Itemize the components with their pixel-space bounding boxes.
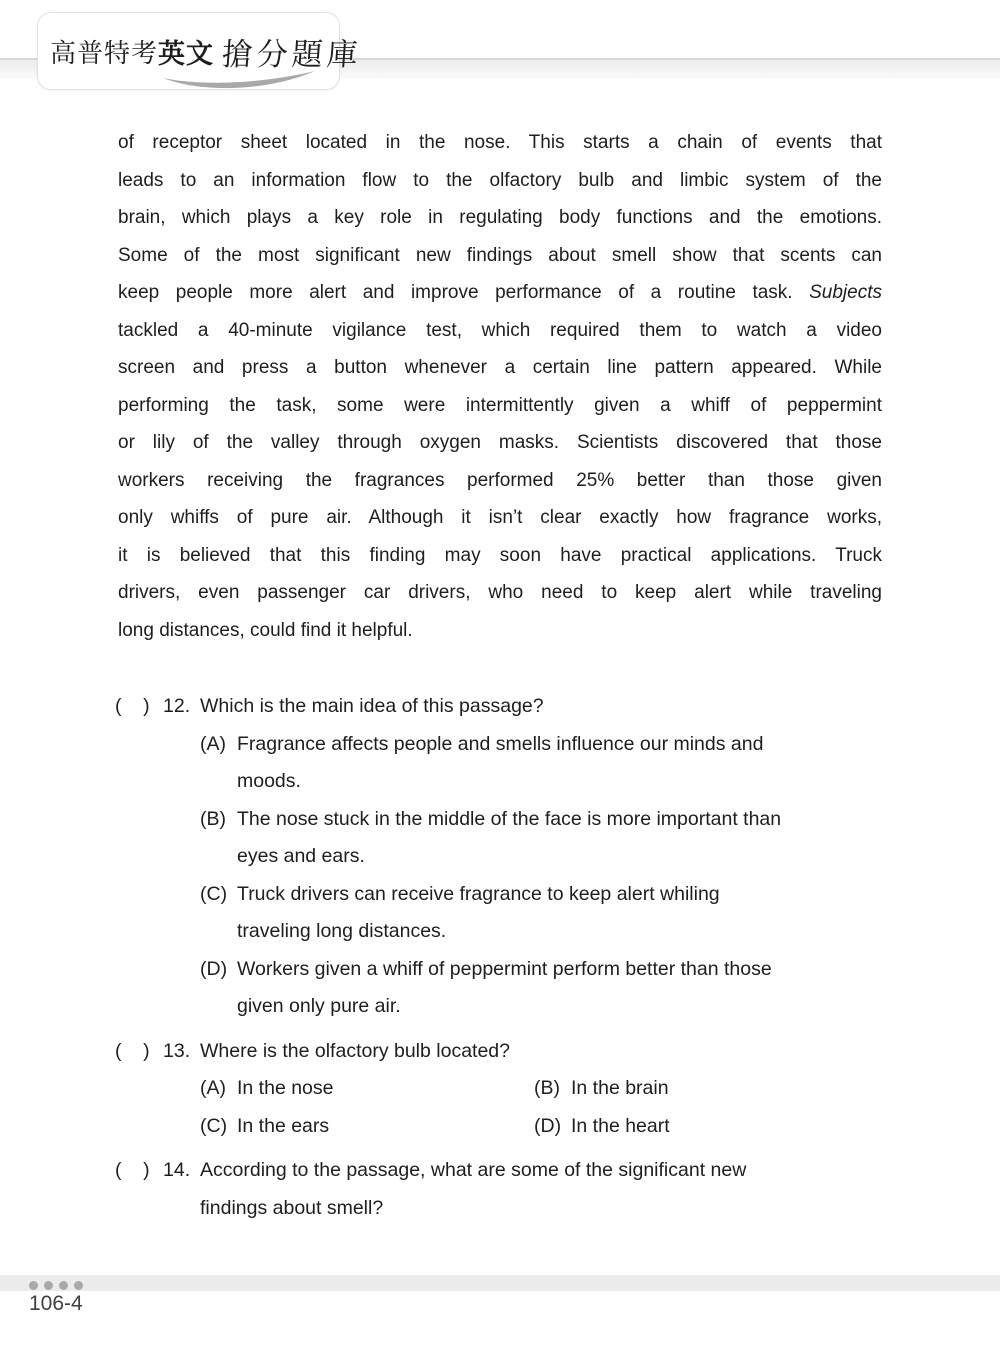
passage-line: leads to an information flow to the olfactory bulb and limbic system of the bbox=[118, 169, 882, 191]
passage-line: long distances, could find it helpful. bbox=[118, 619, 413, 641]
passage-line: only whiffs of pure air. Although it isn’t clear exactly how fragrance works, bbox=[118, 507, 882, 528]
option-text: Truck drivers can receive fragrance to keep alert whiling bbox=[237, 882, 720, 905]
question-number: 13. bbox=[163, 1039, 191, 1062]
option-d bbox=[534, 1108, 885, 1146]
option-d bbox=[115, 951, 885, 989]
option-text: The nose stuck in the middle of the face is more important than bbox=[237, 807, 782, 830]
option-label: (A) bbox=[200, 732, 226, 755]
series-title-prefix: 高普特考 bbox=[50, 37, 159, 68]
option-label: (B) bbox=[534, 1077, 560, 1099]
passage-line-text: keep people more alert and improve performance of a routine task. bbox=[118, 282, 810, 303]
option-label: (B) bbox=[200, 807, 226, 830]
question-text: According to the passage, what are some of the significant new bbox=[200, 1159, 747, 1181]
passage-line: it is believed that this finding may soon have practical applications. Truck bbox=[118, 544, 882, 566]
swoosh-icon bbox=[160, 69, 318, 95]
passage-line: performing the task, some were intermittently given a whiff of peppermint bbox=[118, 394, 882, 416]
answer-paren-placeholder: ( ) bbox=[115, 1159, 150, 1181]
passage-line: Some of the most significant new findings about smell show that scents can bbox=[118, 244, 882, 266]
option-c bbox=[115, 876, 885, 914]
option-d-continuation: given only pure air. bbox=[237, 995, 401, 1017]
reading-passage bbox=[118, 124, 882, 649]
option-c-continuation: traveling long distances. bbox=[237, 920, 447, 942]
passage-line: workers receiving the fragrances performed 25% better than those given bbox=[118, 469, 882, 491]
option-a-continuation: moods. bbox=[237, 770, 301, 792]
option-a bbox=[115, 726, 885, 764]
question-13-head bbox=[115, 1033, 885, 1071]
series-title-suffix: 搶分題庫 bbox=[220, 36, 364, 72]
passage-line: or lily of the valley through oxygen masks. Scientists discovered that those bbox=[118, 432, 882, 453]
passage-line-italic-text: Subjects bbox=[809, 282, 882, 303]
footer-band bbox=[0, 1275, 1000, 1291]
option-c bbox=[200, 1108, 534, 1146]
answer-paren-placeholder: ( ) bbox=[115, 695, 150, 717]
answer-paren-placeholder: ( ) bbox=[115, 1039, 150, 1062]
option-b-continuation: eyes and ears. bbox=[237, 845, 365, 867]
option-b bbox=[115, 801, 885, 839]
question-section bbox=[115, 688, 885, 1234]
passage-line: tackled a 40-minute vigilance test, which required them to watch a video bbox=[118, 319, 882, 341]
option-label: (C) bbox=[200, 882, 228, 905]
question-number: 12. bbox=[163, 695, 191, 717]
question-text: Where is the olfactory bulb located? bbox=[200, 1039, 511, 1062]
footer-dot-icon bbox=[74, 1281, 83, 1290]
passage-line: screen and press a button whenever a certain line pattern appeared. While bbox=[118, 357, 882, 378]
option-label: (D) bbox=[200, 957, 228, 980]
series-title-subject: 英文 bbox=[158, 38, 215, 69]
passage-line: brain, which plays a key role in regulating body functions and the emotions. bbox=[118, 207, 882, 228]
page-number: 106-4 bbox=[29, 1292, 83, 1315]
option-text: In the ears bbox=[237, 1114, 330, 1137]
footer-dot-icon bbox=[44, 1281, 53, 1290]
option-text: Workers given a whiff of peppermint perform better than those bbox=[237, 957, 772, 980]
option-label: (A) bbox=[200, 1077, 226, 1099]
option-row-ab bbox=[115, 1070, 885, 1108]
footer-dot-icon bbox=[29, 1281, 38, 1290]
option-label: (C) bbox=[200, 1114, 228, 1137]
passage-line bbox=[118, 274, 882, 312]
option-text: In the brain bbox=[571, 1077, 669, 1099]
option-text: In the heart bbox=[571, 1114, 670, 1137]
passage-line: drivers, even passenger car drivers, who need to keep alert while traveling bbox=[118, 582, 882, 603]
option-text: Fragrance affects people and smells influence our minds and bbox=[237, 732, 764, 755]
question-text: Which is the main idea of this passage? bbox=[200, 695, 544, 717]
option-b bbox=[534, 1070, 885, 1108]
option-label: (D) bbox=[534, 1114, 562, 1137]
question-text-continuation: findings about smell? bbox=[200, 1196, 384, 1219]
passage-line: of receptor sheet located in the nose. This starts a chain of events that bbox=[118, 132, 882, 153]
footer-dots-icon bbox=[29, 1281, 83, 1290]
option-text: In the nose bbox=[237, 1077, 334, 1099]
question-12 bbox=[115, 688, 885, 1026]
question-13 bbox=[115, 1033, 885, 1146]
question-14 bbox=[115, 1152, 885, 1227]
question-14-head bbox=[115, 1152, 885, 1190]
option-row-cd bbox=[115, 1108, 885, 1146]
footer-dot-icon bbox=[59, 1281, 68, 1290]
option-a bbox=[200, 1070, 534, 1108]
question-12-head bbox=[115, 688, 885, 726]
question-number: 14. bbox=[163, 1159, 191, 1181]
